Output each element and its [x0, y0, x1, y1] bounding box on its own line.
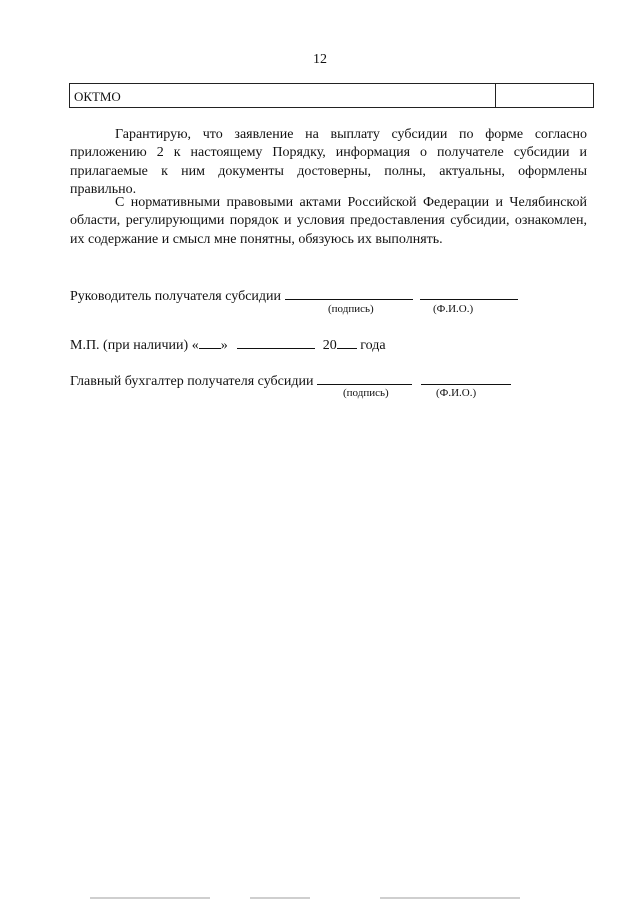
guarantee-paragraph: Гарантирую, что заявление на выплату субсидии по форме согласно приложению 2 к настоящему Порядку, информация о получателе субсидии и прилагаемые к ним документы достоверны, полны, актуальны, оформлены правильно.	[70, 127, 587, 197]
scan-artifact	[380, 897, 520, 899]
page-number: 12	[313, 52, 327, 67]
year-blank	[337, 334, 357, 349]
head-sign-caption: (подпись)	[328, 303, 374, 315]
year-prefix: 20	[322, 338, 337, 353]
head-name-caption: (Ф.И.О.)	[433, 303, 474, 315]
day-blank	[199, 334, 221, 349]
mp-label: М.П. (при наличии) «	[70, 338, 199, 353]
acknowledgement-paragraph: С нормативными правовыми актами Российской Федерации и Челябинской области, регулирующими порядок и условия предоставления субсидии, ознакомлен, их содержание и смысл мне понятны, обязуюсь их выполнять.	[70, 195, 587, 247]
accountant-signature-blank	[317, 370, 412, 385]
close-quote: »	[220, 338, 228, 353]
year-suffix: года	[360, 338, 386, 353]
accountant-signature-label: Главный бухгалтер получателя субсидии	[70, 374, 314, 389]
month-blank	[237, 334, 315, 349]
oktmo-table	[69, 83, 594, 108]
accountant-name-blank	[421, 370, 511, 385]
head-name-blank	[420, 285, 518, 300]
oktmo-value	[496, 84, 593, 107]
scan-artifact	[90, 897, 210, 899]
scan-artifact	[250, 897, 310, 899]
head-signature-blank	[285, 285, 413, 300]
accountant-name-caption: (Ф.И.О.)	[436, 387, 477, 399]
oktmo-label: ОКТМО	[70, 84, 496, 107]
stamp-date-line	[70, 334, 386, 354]
head-signature-label: Руководитель получателя субсидии	[70, 289, 282, 304]
head-signature-line	[70, 285, 518, 305]
accountant-sign-caption: (подпись)	[343, 387, 389, 399]
